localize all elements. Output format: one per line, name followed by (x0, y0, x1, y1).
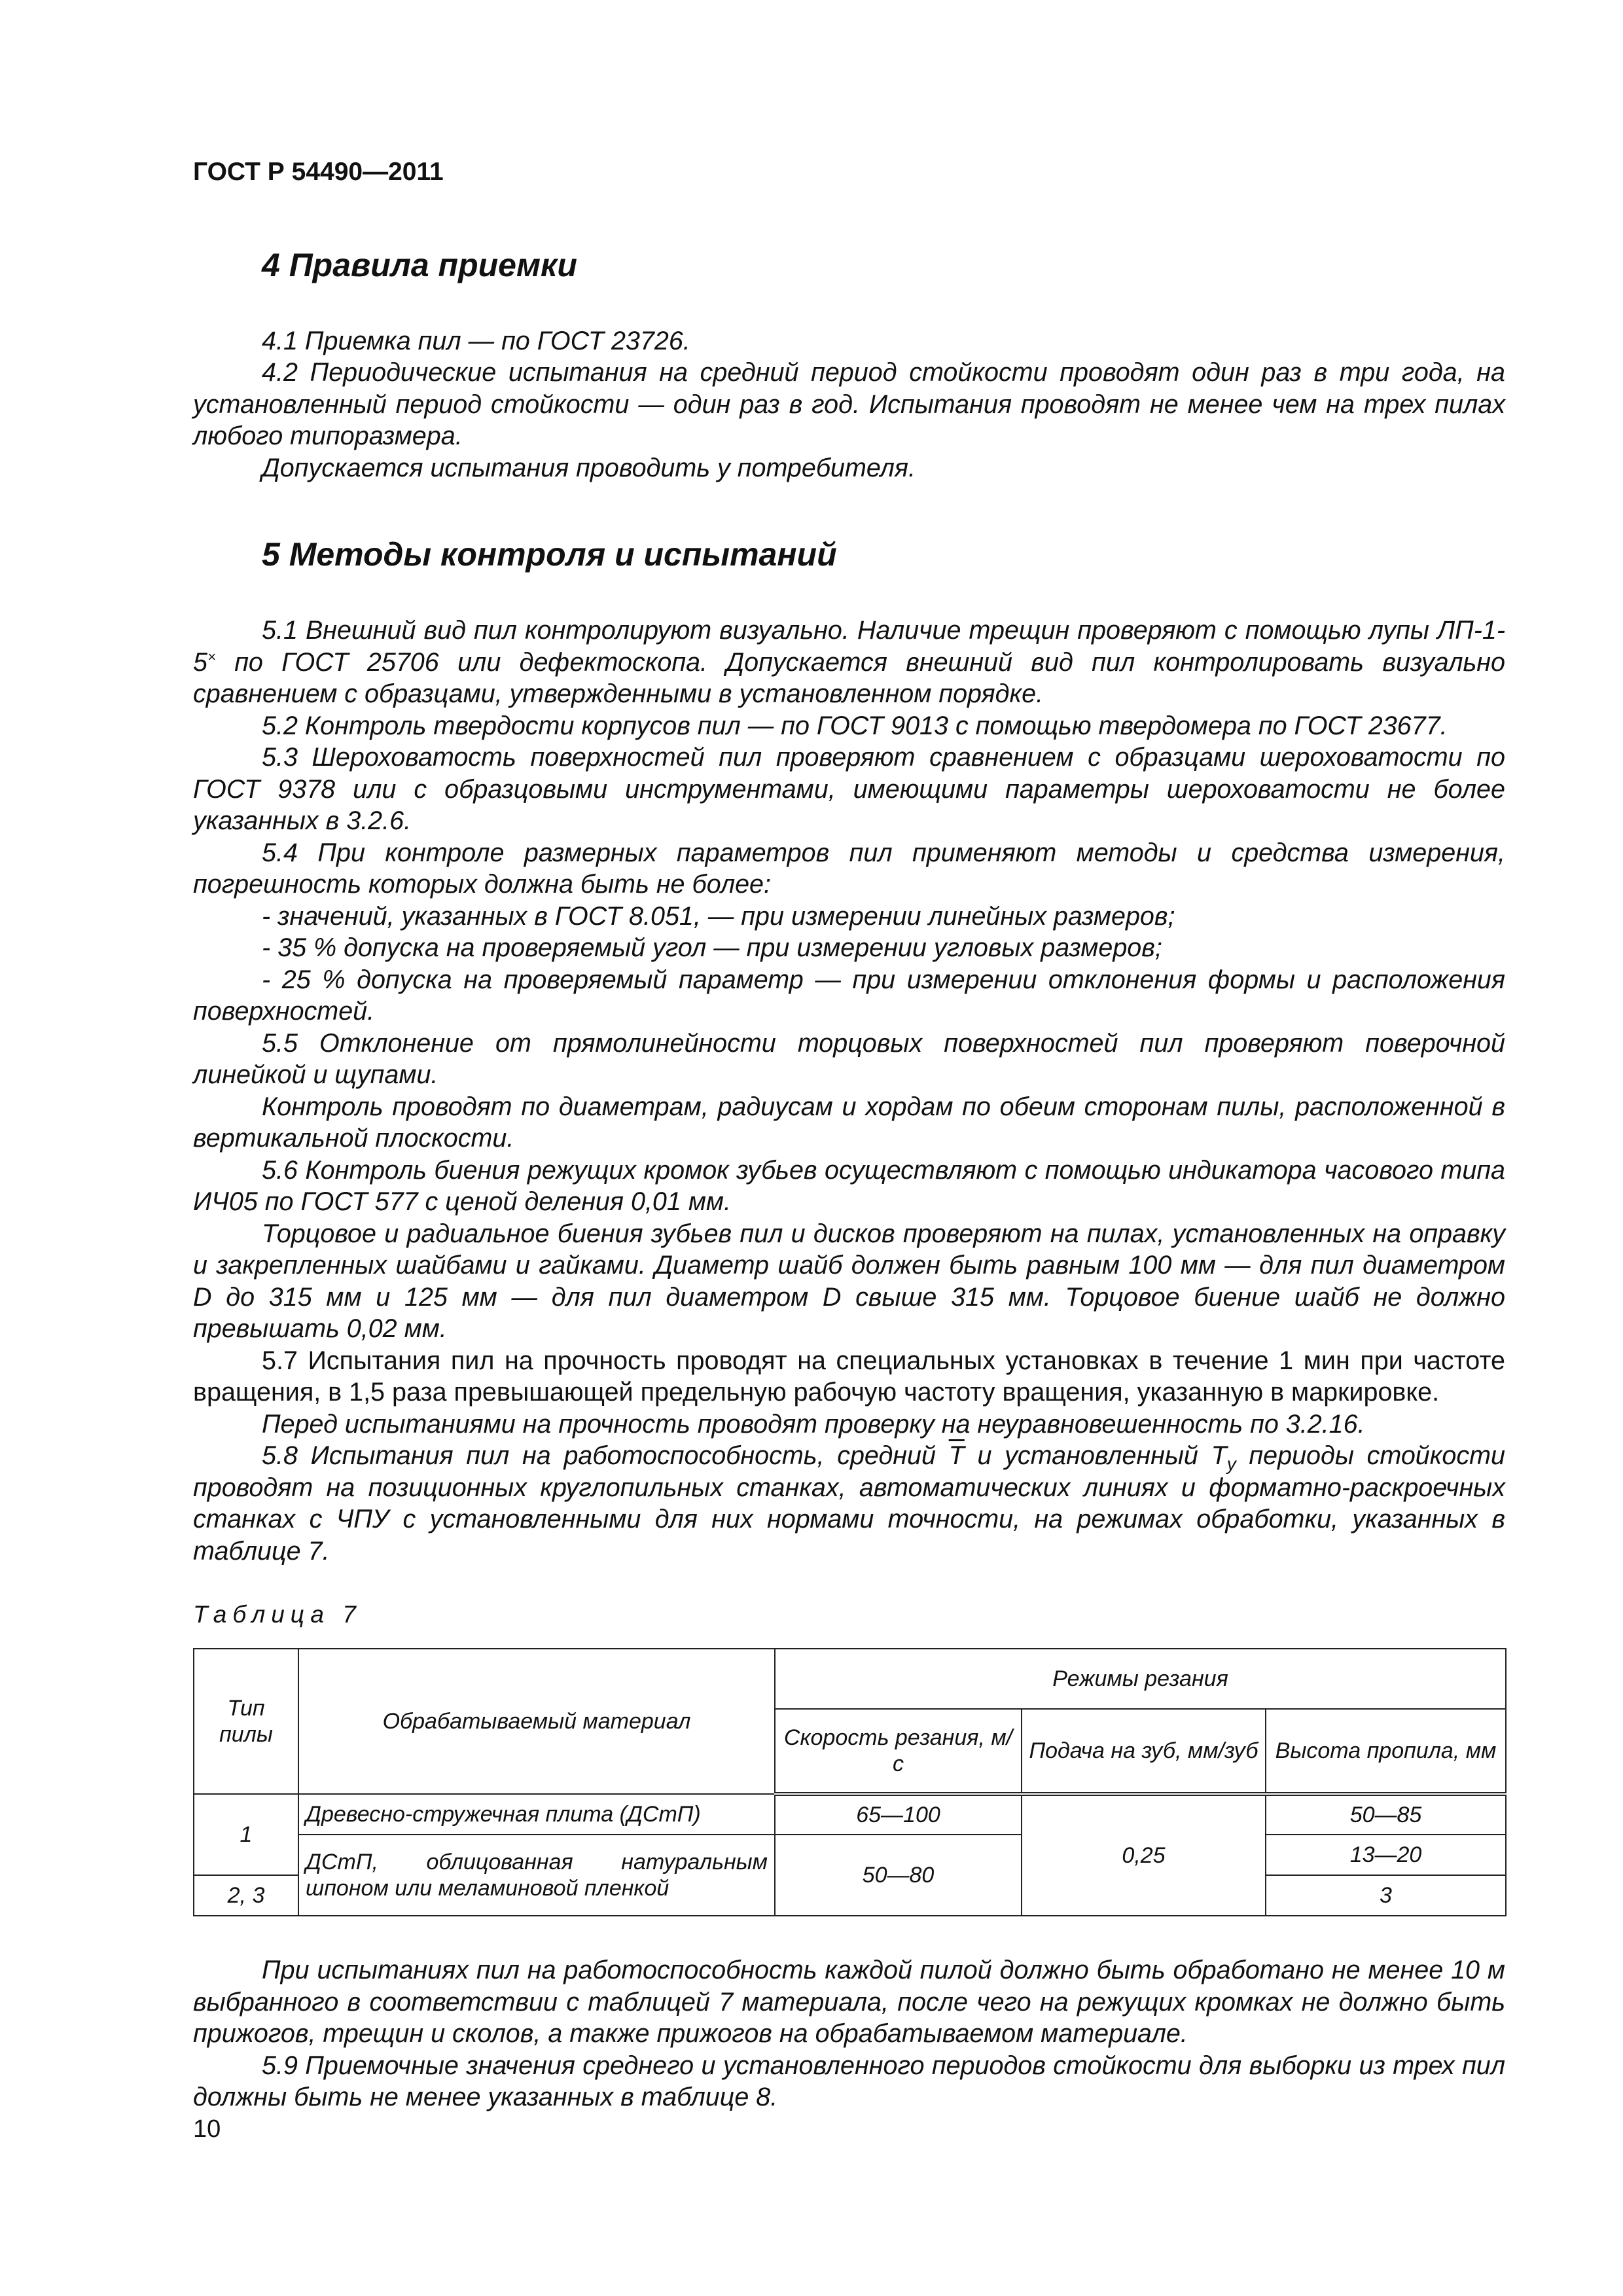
header-type: Тип пилы (194, 1649, 298, 1794)
paragraph-5-2: 5.2 Контроль твердости корпусов пил — по ГОСТ 9013 с помощью твердомера по ГОСТ 23677. (262, 711, 1448, 740)
cell-feed: 0,25 (1022, 1794, 1266, 1916)
after-table-body (193, 1954, 1505, 2113)
paragraph-5-7: 5.7 Испытания пил на прочность проводят на специальных установках в течение 1 мин при частоте вращения, в 1,5 раза превышающей предельную рабочую частоту вращения, указанную в маркировке. (193, 1346, 1505, 1407)
page-number: 10 (193, 2115, 221, 2143)
paragraph-5-6: 5.6 Контроль биения режущих кромок зубьев осуществляют с помощью индикатора часового типа ИЧ05 по ГОСТ 577 с ценой деления 0,01 мм. (193, 1155, 1505, 1217)
paragraph-5-8: 5.8 Испытания пил на работоспособность, средний $\overline{T}$ и установленный $T_у$ периоды стойкости проводят на позиционных круглопильных станках, автоматических линиях и форматно-раскроечных станках с ЧПУ с установленными для них нормами точности, на режимах обработки, указанных в таблице 7. (193, 1441, 1506, 1566)
paragraph-5-3: 5.3 Шероховатость поверхностей пил проверяют сравнением с образцами шероховатости по ГОСТ 9378 или с образцовыми инструментами, имеющими параметры шероховатости не более указанных в 3.2.6. (193, 743, 1505, 836)
section-5-body (193, 615, 1505, 1567)
paragraph-5-5-cont: Контроль проводят по диаметрам, радиусам и хордам по обеим сторонам пилы, расположенной в вертикальной плоскости. (193, 1092, 1505, 1153)
header-height: Высота пропила, мм (1266, 1709, 1506, 1794)
paragraph-5-7-cont: Перед испытаниями на прочность проводят проверку на неуравновешенность по 3.2.16. (262, 1409, 1365, 1439)
mean-T-symbol: $\overline{T}$ (948, 1441, 965, 1471)
paragraph-4-1: 4.1 Приемка пил — по ГОСТ 23726. (262, 326, 690, 355)
section-4-body (193, 325, 1505, 484)
cell-material-1: Древесно-стружечная плита (ДСтП) (298, 1794, 775, 1835)
paragraph-5-4: 5.4 При контроле размерных параметров пил применяют методы и средства измерения, погрешность которых должна быть не более: (193, 838, 1505, 899)
paragraph-5-9: 5.9 Приемочные значения среднего и установленного периодов стойкости для выборки из трех пил должны быть не менее указанных в таблице 8. (193, 2051, 1505, 2112)
header-feed: Подача на зуб, мм/зуб (1022, 1709, 1266, 1794)
list-item: - 25 % допуска на проверяемый параметр — при измерении отклонения формы и расположения поверхностей. (193, 965, 1505, 1026)
cell-type-1: 1 (194, 1794, 298, 1875)
table-7 (193, 1648, 1507, 1916)
document-page (193, 157, 1505, 2113)
cell-height-3: 3 (1266, 1875, 1506, 1916)
paragraph-5-6-cont: Торцовое и радиальное биения зубьев пил и дисков проверяют на пилах, установленных на оправку и закрепленных шайбами и гайками. Диаметр шайб должен быть равным 100 мм — для пил диаметром D до 315 мм и 125 мм — для пил диаметром D свыше 315 мм. Торцовое биение шайб не должно превышать 0,02 мм. (193, 1219, 1505, 1344)
cell-height-1: 50—85 (1266, 1794, 1506, 1835)
paragraph-after-table: При испытаниях пил на работоспособность каждой пилой должно быть обработано не менее 10 м выбранного в соответствии с таблицей 7 материала, после чего на режущих кромках не должно быть прижогов, трещин и сколов, а также прижогов на обрабатываемом материале. (193, 1956, 1505, 2049)
cell-speed-2: 50—80 (775, 1835, 1022, 1916)
table-7-caption: Таблица 7 (193, 1601, 362, 1628)
cell-speed-1: 65—100 (775, 1794, 1022, 1835)
paragraph-5-1: 5.1 Внешний вид пил контролируют визуально. Наличие трещин проверяют с помощью лупы ЛП-1-5× по ГОСТ 25706 или дефектоскопа. Допускается внешний вид пил контролировать визуально сравнением с образцами, утвержденными в установленном порядке. (193, 616, 1505, 709)
paragraph-5-5: 5.5 Отклонение от прямолинейности торцовых поверхностей пил проверяют поверочной линейкой и щупами. (193, 1028, 1505, 1090)
list-item: - 35 % допуска на проверяемый угол — при измерении угловых размеров; (262, 933, 1162, 963)
subscript-y: у (1226, 1454, 1236, 1475)
paragraph-4-2: 4.2 Периодические испытания на средний период стойкости проводят один раз в три года, на установленный период стойкости — один раз в год. Испытания проводят не менее чем на трех пилах любого типоразмера. (193, 358, 1505, 451)
header-cutting-modes: Режимы резания (775, 1649, 1506, 1709)
multiplier-superscript: × (207, 648, 216, 665)
header-material: Обрабатываемый материал (298, 1649, 775, 1794)
section-5-title: 5 Методы контроля и испытаний (262, 536, 837, 573)
section-4-title: 4 Правила приемки (262, 246, 577, 283)
header-speed: Скорость резания, м/с (775, 1709, 1022, 1794)
cell-material-2: ДСтП, облицованная натуральным шпоном или меламиновой пленкой (298, 1835, 775, 1916)
document-header: ГОСТ Р 54490—2011 (193, 158, 444, 186)
paragraph-4-2-note: Допускается испытания проводить у потребителя. (262, 453, 916, 482)
cell-height-2: 13—20 (1266, 1835, 1506, 1875)
cell-type-2: 2, 3 (194, 1875, 298, 1916)
list-item: - значений, указанных в ГОСТ 8.051, — при измерении линейных размеров; (262, 901, 1175, 931)
